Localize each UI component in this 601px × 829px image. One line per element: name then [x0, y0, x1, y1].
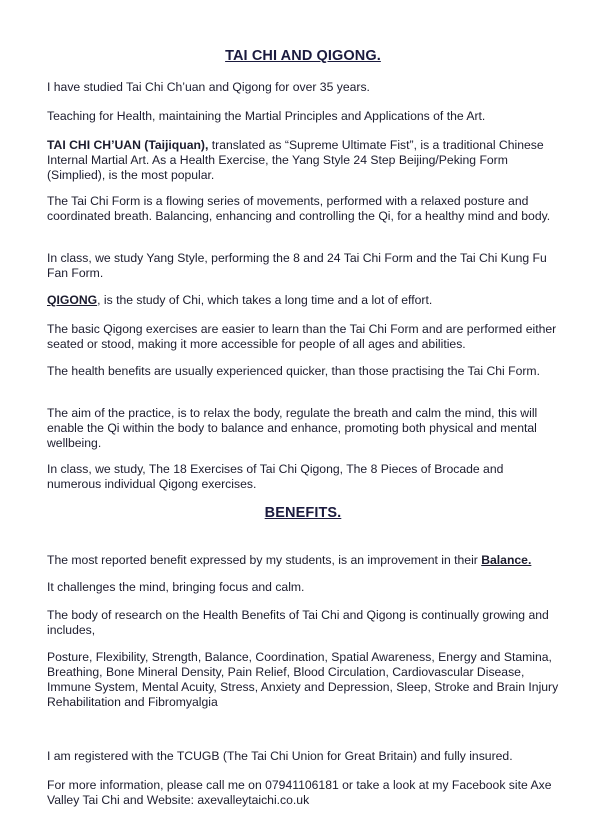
class-qigong-paragraph: In class, we study, The 18 Exercises of Tai Chi Qigong, The 8 Pieces of Brocade and numerous individual Qigong exercises.	[47, 462, 504, 491]
qigong-term: QIGONG	[47, 293, 98, 307]
registration-paragraph: I am registered with the TCUGB (The Tai Chi Union for Great Britain) and fully insured.	[47, 749, 513, 763]
class-yang-paragraph: In class, we study Yang Style, performing the 8 and 24 Tai Chi Form and the Tai Chi Kung Fu Fan Form.	[47, 251, 547, 280]
aim-paragraph: The aim of the practice, is to relax the body, regulate the breath and calm the mind, this will enable the Qi within the body to balance and enhance, promoting both physical and mental wellbeing.	[47, 406, 538, 450]
challenges-paragraph: It challenges the mind, bringing focus and calm.	[47, 580, 305, 594]
benefits-heading: BENEFITS.	[264, 505, 342, 521]
benefits-list-paragraph: Posture, Flexibility, Strength, Balance, Coordination, Spatial Awareness, Energy and Stamina, Breathing, Bone Mineral Density, Pain Relief, Blood Circulation, Cardiovascular Disease, Immune System, Mental Acuity, Stress, Anxiety and Depression, Sleep, Stroke and Brain Injury Rehabilitation and Fibromyalgia	[47, 650, 559, 709]
qigong-description: , is the study of Chi, which takes a long time and a lot of effort.	[97, 293, 433, 307]
research-paragraph: The body of research on the Health Benefits of Tai Chi and Qigong is continually growing and includes,	[47, 608, 549, 637]
taichi-paragraph	[47, 138, 559, 183]
intro-teaching: Teaching for Health, maintaining the Martial Principles and Applications of the Art.	[47, 109, 486, 123]
taichi-description: translated as “Supreme Ultimate Fist”, is a traditional Chinese Internal Martial Art. As a Health Exercise, the Yang Style 24 Step Beijing/Peking Form (Simplied), is the most popular.	[47, 138, 544, 182]
balance-text: The most reported benefit expressed by my students, is an improvement in their	[47, 553, 482, 567]
page-title: TAI CHI AND QIGONG.	[225, 48, 381, 64]
balance-emphasis: Balance.	[481, 553, 532, 567]
basic-qigong-paragraph: The basic Qigong exercises are easier to learn than the Tai Chi Form and are performed either seated or stood, making it more accessible for people of all ages and abilities.	[47, 322, 557, 351]
tai-chi-form-paragraph: The Tai Chi Form is a flowing series of movements, performed with a relaxed posture and coordinated breath. Balancing, enhancing and controlling the Qi, for a healthy mind and body.	[47, 194, 551, 223]
contact-paragraph: For more information, please call me on 07941106181 or take a look at my Facebook site Axe Valley Tai Chi and Website: axevalleytaichi.co.uk	[47, 778, 552, 807]
balance-paragraph	[47, 553, 559, 568]
qigong-paragraph	[47, 293, 559, 308]
taichi-term: TAI CHI CH’UAN (Taijiquan),	[47, 138, 209, 152]
intro-experience: I have studied Tai Chi Ch’uan and Qigong for over 35 years.	[47, 80, 370, 94]
health-benefits-paragraph: The health benefits are usually experienced quicker, than those practising the Tai Chi Form.	[47, 364, 540, 378]
